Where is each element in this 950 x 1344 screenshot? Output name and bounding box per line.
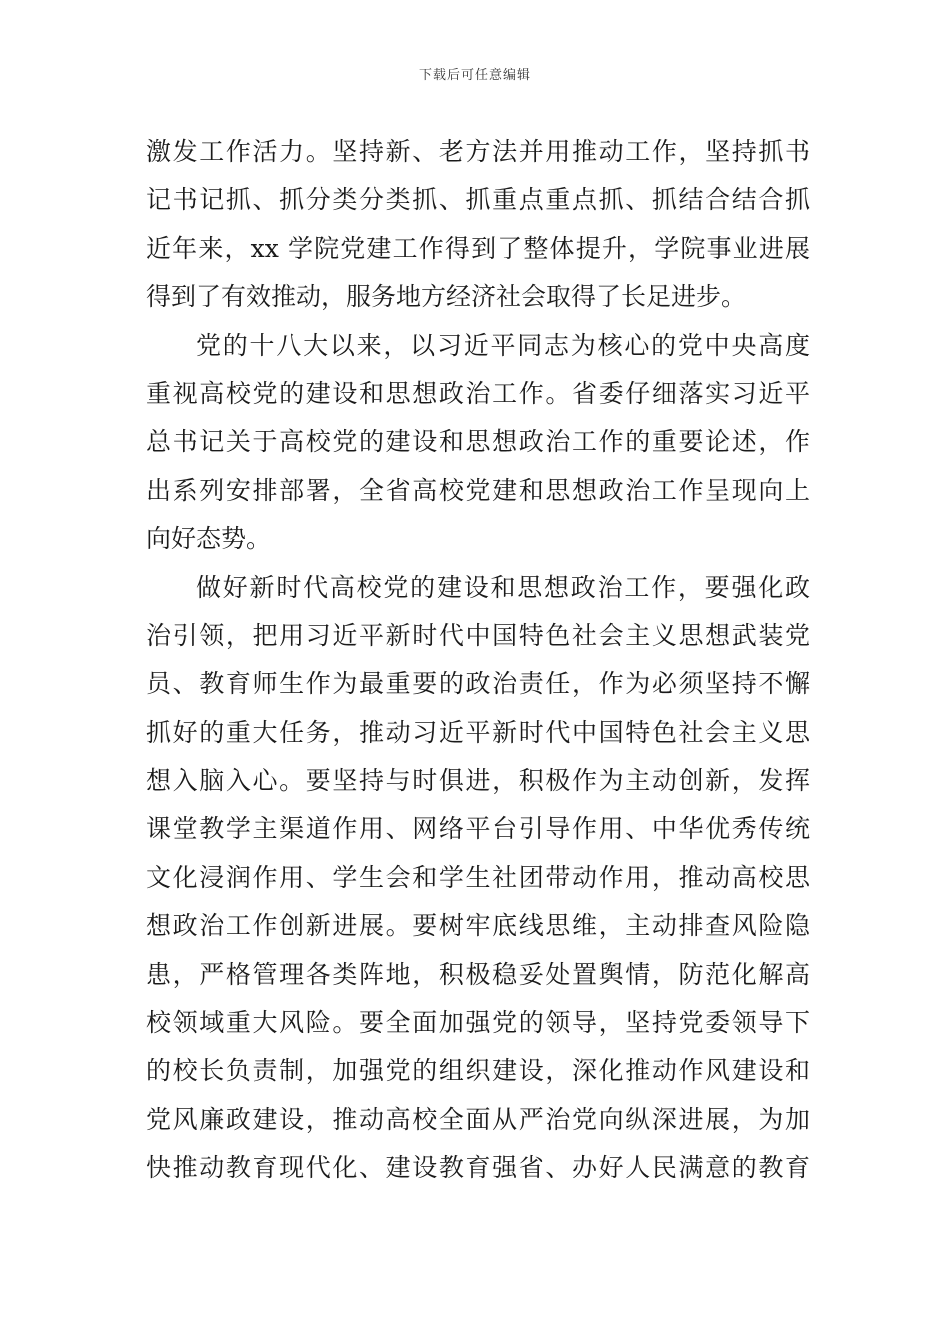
text-line: 党风廉政建设，推动高校全面从严治党向纵深进展，为加: [146, 1104, 810, 1134]
page-header: 下载后可任意编辑: [418, 68, 531, 83]
document-body: [146, 128, 810, 1193]
text-line: 想入脑入心。要坚持与时俱进，积极作为主动创新，发挥: [146, 766, 810, 796]
text-line: 患，严格管理各类阵地，积极稳妥处置舆情，防范化解高: [146, 959, 810, 989]
paragraph-3: [146, 564, 810, 1193]
text-line: 近年来，xx 学院党建工作得到了整体提升，学院事业进展: [146, 233, 810, 263]
text-line: 向好态势。: [146, 524, 272, 554]
text-line: 想政治工作创新进展。要树牢底线思维，主动排查风险隐: [146, 911, 810, 941]
text-line: 党的十八大以来，以习近平同志为核心的党中央高度: [196, 330, 810, 360]
paragraph-1: [146, 128, 810, 322]
text-line: 总书记关于高校党的建设和思想政治工作的重要论述，作: [146, 427, 810, 457]
text-line: 员、教育师生作为最重要的政治责任，作为必须坚持不懈: [146, 669, 810, 699]
text-line: 激发工作活力。坚持新、老方法并用推动工作，坚持抓书: [146, 137, 810, 166]
text-line: 快推动教育现代化、建设教育强省、办好人民满意的教育: [146, 1153, 810, 1183]
text-line: 课堂教学主渠道作用、网络平台引导作用、中华优秀传统: [146, 814, 810, 844]
text-line: 记书记抓、抓分类分类抓、抓重点重点抓、抓结合结合抓: [146, 185, 810, 215]
text-line: 做好新时代高校党的建设和思想政治工作，要强化政: [196, 572, 810, 602]
text-line: 出系列安排部署，全省高校党建和思想政治工作呈现向上: [146, 475, 810, 505]
text-line: 校领域重大风险。要全面加强党的领导，坚持党委领导下: [146, 1008, 810, 1038]
text-line: 的校长负责制，加强党的组织建设，深化推动作风建设和: [146, 1056, 810, 1086]
text-line: 重视高校党的建设和思想政治工作。省委仔细落实习近平: [146, 378, 810, 408]
text-line: 治引领，把用习近平新时代中国特色社会主义思想武装党: [146, 620, 810, 650]
text-line: 文化浸润作用、学生会和学生社团带动作用，推动高校思: [146, 862, 810, 892]
text-line: 得到了有效推动，服务地方经济社会取得了长足进步。: [146, 282, 747, 312]
paragraph-2: [146, 322, 810, 564]
text-line: 抓好的重大任务，推动习近平新时代中国特色社会主义思: [146, 717, 810, 747]
